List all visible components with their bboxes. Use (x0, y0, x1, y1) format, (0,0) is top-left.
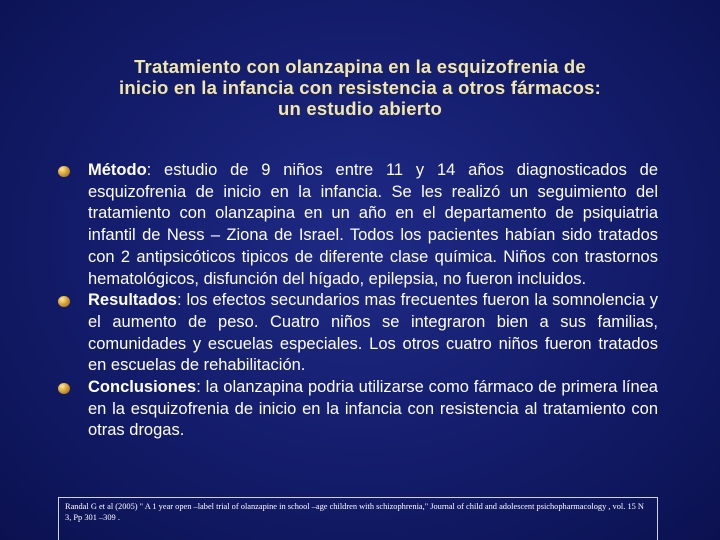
slide-title (40, 56, 680, 119)
bullet-text: : los efectos secundarios mas frecuentes fueron la somnolencia y el aumento de peso. Cuatro niños se integraron bien a sus familias, comunidades y escuelas especiales. Los otros cuatro niños fueron tratados en escuelas de rehabilitación. (88, 291, 658, 375)
bullet-list (58, 160, 658, 442)
bullet-keyword: Resultados (88, 291, 177, 310)
title-line-2: inicio en la infancia con resistencia a otros fármacos: (119, 77, 601, 98)
bullet-item-metodo (58, 160, 658, 290)
bullet-item-resultados (58, 290, 658, 377)
title-line-1: Tratamiento con olanzapina en la esquizofrenia de (134, 56, 586, 77)
bullet-keyword: Método (88, 161, 147, 179)
title-line-3: un estudio abierto (278, 98, 442, 119)
bullet-text: : estudio de 9 niños entre 11 y 14 años diagnosticados de esquizofrenia de inicio en la infancia. Se les realizó un seguimiento del tratamiento con olanzapina en un año en el departamento de psiquiatria infantil de Ness – Ziona de Israel. Todos los pacientes habían sido tratados con 2 antipsicóticos tipicos de diferente clase química. Niños con trastornos hematológicos, disfunción del hígado, epilepsia, no fueron incluidos. (88, 161, 658, 288)
bullet-text: : la olanzapina podria utilizarse como fármaco de primera línea en la esquizofrenia de inicio en la infancia con resistencia al tratamiento con otras drogas. (88, 378, 658, 440)
bullet-keyword: Conclusiones (88, 378, 197, 397)
bullet-icon (58, 383, 70, 394)
reference-citation: Randal G et al (2005) " A 1 year open –label trial of olanzapine in school –age children with schizophrenia," Journal of child and adolescent psichopharmacology , vol. 15 N 3, Pp 301 –309 . (58, 497, 658, 540)
bullet-icon (58, 296, 70, 307)
bullet-item-conclusiones (58, 377, 658, 442)
bullet-icon (58, 166, 70, 177)
